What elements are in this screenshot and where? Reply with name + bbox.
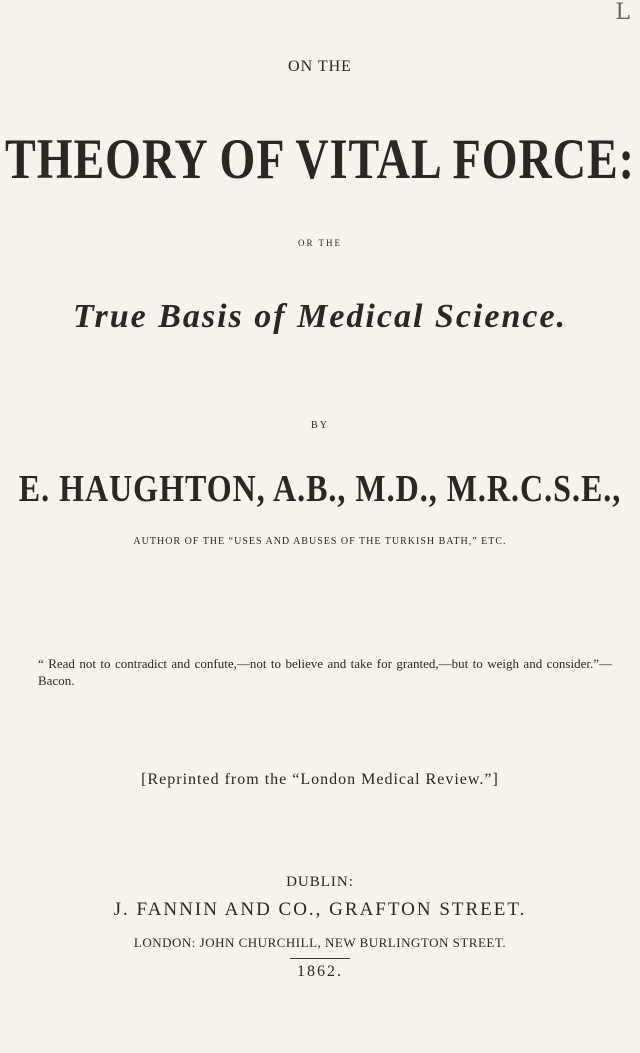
imprint-year: 1862.: [297, 963, 343, 980]
subtitle: True Basis of Medical Science.: [72, 298, 568, 335]
reprint-note: [Reprinted from the “London Medical Review.”]: [141, 771, 499, 788]
by-label: BY: [311, 420, 329, 431]
epigraph-quote: “ Read not to contradict and confute,—not to believe and take for granted,—but to weigh and consider.”—Bacon.: [38, 656, 612, 688]
imprint-place: DUBLIN:: [286, 874, 354, 890]
corner-mark: L: [615, 0, 630, 25]
author-credentials: AUTHOR OF THE “USES AND ABUSES OF THE TURKISH BATH,” ETC.: [133, 536, 507, 547]
pre-title: ON THE: [288, 58, 352, 75]
alt-title-prefix: OR THE: [297, 238, 343, 248]
imprint-publisher: J. FANNIN AND CO., GRAFTON STREET.: [113, 899, 527, 920]
author-name: E. HAUGHTON, A.B., M.D., M.R.C.S.E.,: [18, 466, 622, 510]
main-title: THEORY OF VITAL FORCE:: [5, 126, 635, 191]
imprint-london: LONDON: JOHN CHURCHILL, NEW BURLINGTON STREET.: [133, 935, 507, 950]
imprint-rule: [290, 958, 350, 959]
